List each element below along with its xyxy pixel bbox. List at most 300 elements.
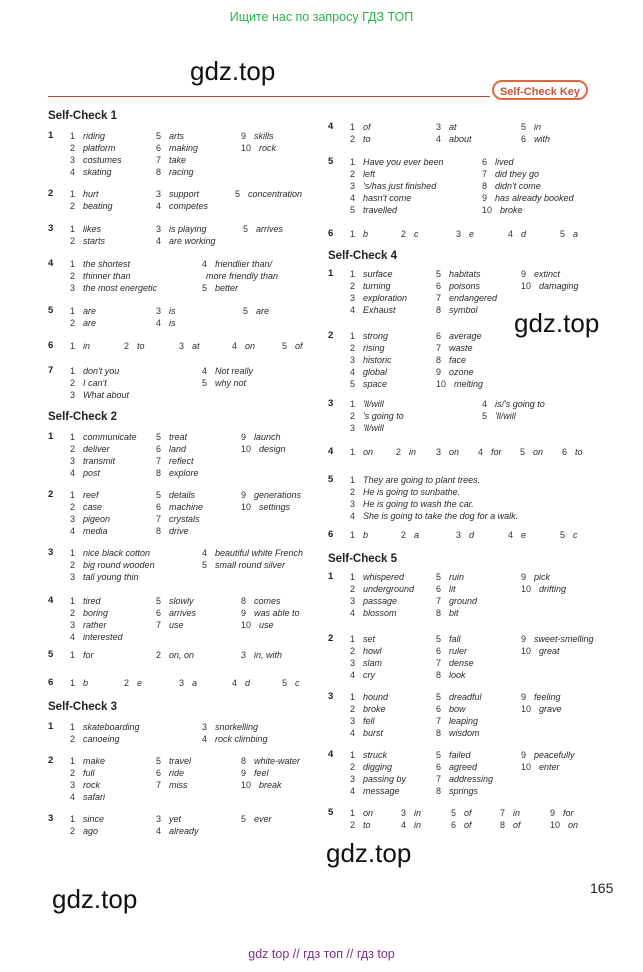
answer-item <box>202 377 246 389</box>
answer-item <box>70 733 120 745</box>
item-number: 8 <box>436 786 442 796</box>
item-answer: has already booked <box>495 193 574 203</box>
item-number: 4 <box>70 468 76 478</box>
answer-item <box>70 767 95 779</box>
item-answer: to <box>363 134 371 144</box>
item-answer: What about <box>83 390 130 400</box>
item-answer: dense <box>449 658 474 668</box>
exercise-number: 3 <box>328 398 334 409</box>
item-number: 7 <box>436 596 442 606</box>
answer-item <box>436 785 478 797</box>
item-number: 8 <box>156 468 162 478</box>
exercise-number: 2 <box>48 489 54 500</box>
item-answer: failed <box>449 750 471 760</box>
item-answer: crystals <box>169 514 200 524</box>
answer-item <box>235 188 302 200</box>
item-answer: space <box>363 379 388 389</box>
item-number: 2 <box>70 201 76 211</box>
item-answer: competes <box>169 201 209 211</box>
item-number: 2 <box>350 411 356 421</box>
item-number: 4 <box>70 167 76 177</box>
item-number: 5 <box>350 379 356 389</box>
item-answer: b <box>363 530 369 540</box>
item-number: 1 <box>350 808 356 818</box>
answer-item <box>156 513 200 525</box>
item-answer: c <box>414 229 419 239</box>
answer-item <box>70 467 100 479</box>
item-answer: blossom <box>363 608 397 618</box>
answer-item <box>70 547 150 559</box>
item-answer: struck <box>363 750 388 760</box>
item-answer: on <box>363 808 374 818</box>
answer-item <box>436 121 457 133</box>
item-answer: global <box>363 367 388 377</box>
answer-item <box>70 779 100 791</box>
item-number: 3 <box>179 678 185 688</box>
answer-item <box>401 807 421 819</box>
exercise-number: 4 <box>328 446 334 457</box>
item-number: 1 <box>350 692 356 702</box>
item-answer: of <box>464 808 472 818</box>
item-number: 3 <box>241 650 247 660</box>
answer-item <box>350 749 387 761</box>
answer-item <box>350 633 375 645</box>
answer-item <box>156 223 207 235</box>
item-number: 1 <box>350 530 356 540</box>
answer-item <box>350 595 397 607</box>
item-number: 1 <box>70 596 76 606</box>
answer-item <box>243 305 269 317</box>
answer-item <box>350 571 404 583</box>
item-answer: interested <box>83 632 123 642</box>
answer-item <box>124 340 145 352</box>
item-answer: skating <box>83 167 112 177</box>
item-answer: set <box>363 634 376 644</box>
item-number: 7 <box>436 658 442 668</box>
item-number: 5 <box>482 411 488 421</box>
item-answer: case <box>83 502 103 512</box>
item-number: 4 <box>202 366 208 376</box>
item-number: 2 <box>156 650 162 660</box>
answer-item <box>350 366 387 378</box>
item-answer: platform <box>83 143 116 153</box>
item-answer: ruler <box>449 646 468 656</box>
exercise-number: 5 <box>48 649 54 660</box>
item-number: 5 <box>202 283 208 293</box>
item-number: 2 <box>401 530 407 540</box>
item-number: 1 <box>350 269 356 279</box>
item-number: 5 <box>156 432 162 442</box>
item-answer: are <box>83 306 97 316</box>
answer-item <box>500 807 520 819</box>
item-number: 4 <box>156 201 162 211</box>
item-answer: explore <box>169 468 199 478</box>
watermark: gdz.top <box>52 884 138 914</box>
exercise-number: 6 <box>328 529 334 540</box>
item-number: 5 <box>436 750 442 760</box>
item-answer: e <box>469 229 475 239</box>
item-number: 2 <box>124 678 130 688</box>
answer-item <box>478 446 502 458</box>
item-number: 6 <box>482 157 488 167</box>
item-answer: a <box>573 229 579 239</box>
answer-item <box>350 228 368 240</box>
item-number: 9 <box>550 808 556 818</box>
item-answer: arts <box>169 131 185 141</box>
item-answer: cry <box>363 670 376 680</box>
answer-item <box>350 607 397 619</box>
item-answer: small round silver <box>215 560 286 570</box>
item-number: 6 <box>436 646 442 656</box>
item-answer: costumes <box>83 155 122 165</box>
item-answer: to <box>575 447 583 457</box>
answer-item <box>350 180 436 192</box>
item-answer: hasn't come <box>363 193 412 203</box>
item-number: 8 <box>500 820 506 830</box>
item-number: 10 <box>521 646 532 656</box>
answer-item <box>70 791 105 803</box>
item-answer: pick <box>534 572 551 582</box>
item-number: 9 <box>521 692 527 702</box>
item-answer: e <box>137 678 143 688</box>
answer-item <box>436 280 480 292</box>
answer-item <box>70 365 119 377</box>
item-number: 10 <box>241 780 252 790</box>
answer-item <box>436 304 478 316</box>
answer-item <box>70 513 110 525</box>
item-number: 1 <box>350 157 356 167</box>
answer-item <box>241 649 282 661</box>
item-number: 8 <box>156 167 162 177</box>
item-number: 3 <box>350 716 356 726</box>
item-answer: Exhaust <box>363 305 396 315</box>
item-answer: is playing <box>169 224 207 234</box>
item-number: 3 <box>350 293 356 303</box>
item-number: 9 <box>521 269 527 279</box>
answer-item <box>202 559 285 571</box>
item-number: 1 <box>350 229 356 239</box>
item-number: 2 <box>350 762 356 772</box>
item-number: 10 <box>436 379 447 389</box>
answer-item <box>156 525 189 537</box>
item-number: 1 <box>70 432 76 442</box>
answer-item <box>156 443 186 455</box>
answer-item <box>508 529 526 541</box>
answer-item <box>70 166 112 178</box>
answer-item <box>436 354 466 366</box>
item-number: 6 <box>451 820 457 830</box>
section-heading: Self-Check 2 <box>48 411 118 423</box>
item-answer: ever <box>254 814 272 824</box>
item-answer: c <box>295 678 300 688</box>
item-answer: ozone <box>449 367 474 377</box>
item-number: 9 <box>521 750 527 760</box>
item-number: 1 <box>70 306 76 316</box>
answer-item <box>562 446 583 458</box>
item-number: 4 <box>232 678 238 688</box>
answer-item <box>70 525 108 537</box>
answer-item <box>436 583 456 595</box>
answer-item <box>70 340 90 352</box>
answer-item <box>241 443 286 455</box>
answer-item <box>350 761 392 773</box>
item-answer: in <box>409 447 417 457</box>
item-number: 10 <box>241 620 252 630</box>
answer-item <box>350 156 444 168</box>
item-number: 10 <box>521 762 532 772</box>
item-answer: exploration <box>363 293 408 303</box>
item-answer: slowly <box>169 596 194 606</box>
item-answer: ruin <box>449 572 465 582</box>
item-number: 1 <box>70 650 76 660</box>
item-answer: on <box>449 447 460 457</box>
exercise-number: 1 <box>48 721 54 732</box>
answer-item <box>436 330 482 342</box>
answer-item <box>350 446 373 458</box>
answer-item <box>156 154 186 166</box>
item-answer: in <box>83 341 91 351</box>
item-answer: hound <box>363 692 389 702</box>
item-answer: racing <box>169 167 194 177</box>
item-number: 7 <box>156 780 162 790</box>
item-number: 7 <box>500 808 506 818</box>
watermark: gdz.top <box>514 308 600 338</box>
item-answer: post <box>83 468 101 478</box>
item-answer: endangered <box>449 293 498 303</box>
item-answer: break <box>259 780 282 790</box>
item-number: 6 <box>156 143 162 153</box>
answer-item <box>241 755 300 767</box>
item-answer: a <box>192 678 198 688</box>
item-answer: didn't come <box>495 181 541 191</box>
item-answer: a <box>414 530 420 540</box>
item-answer: look <box>449 670 466 680</box>
item-number: 4 <box>70 632 76 642</box>
item-number: 9 <box>436 367 442 377</box>
answer-item <box>156 501 203 513</box>
item-number: 4 <box>232 341 238 351</box>
item-number: 3 <box>202 722 208 732</box>
item-number: 2 <box>70 271 76 281</box>
item-answer: leaping <box>449 716 479 726</box>
answer-item <box>521 583 566 595</box>
item-number: 1 <box>350 399 356 409</box>
item-number: 1 <box>350 750 356 760</box>
item-number: 3 <box>350 774 356 784</box>
answer-item <box>436 727 480 739</box>
item-answer: 's/has just finished <box>363 181 437 191</box>
item-answer: boring <box>83 608 109 618</box>
item-answer: rock climbing <box>215 734 268 744</box>
item-number: 4 <box>350 305 356 315</box>
answer-item <box>436 669 466 681</box>
item-number: 2 <box>350 134 356 144</box>
item-answer: design <box>259 444 286 454</box>
item-answer: comes <box>254 596 281 606</box>
answer-item <box>436 133 472 145</box>
item-answer: d <box>521 229 527 239</box>
answer-item <box>70 223 101 235</box>
answer-item <box>156 595 194 607</box>
answer-item <box>521 133 550 145</box>
answer-item <box>456 529 474 541</box>
answer-item <box>521 571 550 583</box>
answer-item <box>350 657 382 669</box>
item-number: 6 <box>436 281 442 291</box>
answer-item <box>156 317 176 329</box>
item-answer: digging <box>363 762 393 772</box>
answer-item <box>241 130 274 142</box>
answer-item <box>282 677 300 689</box>
top-search-banner[interactable]: Ищите нас по запросу ГДЗ ТОП <box>229 10 414 24</box>
item-number: 3 <box>350 499 356 509</box>
answer-item <box>241 779 282 791</box>
item-answer: is <box>169 306 176 316</box>
item-number: 7 <box>156 620 162 630</box>
answer-item <box>156 188 199 200</box>
item-number: 3 <box>350 355 356 365</box>
item-answer: turning <box>363 281 391 291</box>
item-number: 6 <box>156 502 162 512</box>
answer-item <box>436 703 466 715</box>
item-answer: take <box>169 155 187 165</box>
answer-item <box>436 366 474 378</box>
item-number: 5 <box>156 756 162 766</box>
item-answer: miss <box>169 780 188 790</box>
answer-item <box>436 645 467 657</box>
answer-item <box>350 330 388 342</box>
answer-item <box>156 779 188 791</box>
item-number: 8 <box>241 756 247 766</box>
answer-item <box>70 431 137 443</box>
answer-item <box>482 180 541 192</box>
section-heading: Self-Check 4 <box>328 250 398 262</box>
exercise-number: 3 <box>48 547 54 558</box>
exercise-number: 5 <box>48 305 54 316</box>
answer-item <box>70 489 99 501</box>
item-answer: reef <box>83 490 99 500</box>
answer-item <box>202 547 303 559</box>
answer-item <box>350 268 393 280</box>
item-answer: extinct <box>534 269 561 279</box>
item-answer: habitats <box>449 269 481 279</box>
answer-item <box>70 455 115 467</box>
item-answer: make <box>83 756 106 766</box>
answer-item <box>156 467 199 479</box>
item-number: 3 <box>456 229 462 239</box>
item-answer: ago <box>83 826 99 836</box>
answer-item <box>436 446 459 458</box>
item-number: 3 <box>350 423 356 433</box>
item-answer: to <box>363 820 371 830</box>
answer-item <box>70 389 129 401</box>
exercise-number: 3 <box>48 813 54 824</box>
answer-item <box>350 691 388 703</box>
answer-item <box>350 669 375 681</box>
item-answer: Not really <box>215 366 254 376</box>
item-number: 7 <box>436 293 442 303</box>
item-number: 1 <box>70 490 76 500</box>
answer-item <box>70 649 94 661</box>
answer-item <box>70 619 107 631</box>
answer-item <box>350 715 375 727</box>
item-answer: ride <box>169 768 185 778</box>
item-answer: more friendly than <box>206 271 279 281</box>
answer-item <box>350 292 407 304</box>
item-answer: treat <box>169 432 188 442</box>
answer-item <box>156 489 195 501</box>
item-number: 1 <box>70 756 76 766</box>
item-number: 6 <box>436 762 442 772</box>
item-number: 2 <box>70 318 76 328</box>
exercise-number: 1 <box>328 571 334 582</box>
item-answer: They are going to plant trees. <box>363 475 481 485</box>
answer-item <box>202 721 258 733</box>
answer-item <box>508 228 526 240</box>
answer-item <box>350 510 518 522</box>
answer-item <box>156 649 194 661</box>
item-answer: agreed <box>449 762 478 772</box>
item-number: 3 <box>156 814 162 824</box>
item-number: 3 <box>179 341 185 351</box>
item-number: 1 <box>350 122 356 132</box>
item-number: 4 <box>156 826 162 836</box>
item-answer: details <box>169 490 196 500</box>
answer-item <box>241 607 300 619</box>
answer-item <box>70 595 101 607</box>
answer-item <box>179 340 200 352</box>
answer-item <box>70 607 108 619</box>
answer-item <box>70 270 131 282</box>
item-number: 10 <box>482 205 493 215</box>
item-answer: on <box>363 447 374 457</box>
item-number: 4 <box>350 670 356 680</box>
item-answer: snorkelling <box>215 722 259 732</box>
answer-item <box>436 292 497 304</box>
answer-item <box>70 501 102 513</box>
item-number: 9 <box>241 432 247 442</box>
answer-item <box>156 235 216 247</box>
item-answer: support <box>169 189 200 199</box>
exercise-number: 6 <box>48 340 54 351</box>
answer-item <box>350 121 371 133</box>
item-number: 3 <box>436 447 442 457</box>
item-number: 6 <box>436 704 442 714</box>
item-number: 3 <box>156 189 162 199</box>
item-answer: since <box>83 814 105 824</box>
item-answer: friendlier than/ <box>215 259 273 269</box>
item-number: 2 <box>70 608 76 618</box>
item-number: 2 <box>70 444 76 454</box>
item-answer: canoeing <box>83 734 120 744</box>
item-number: 10 <box>521 281 532 291</box>
answer-item <box>436 657 474 669</box>
item-answer: tall young thin <box>83 572 139 582</box>
item-answer: in <box>414 808 422 818</box>
item-number: 4 <box>508 530 514 540</box>
item-answer: surface <box>363 269 393 279</box>
answer-item <box>282 340 303 352</box>
bottom-links-banner[interactable]: gdz top // гдз топ // гдз top <box>248 947 395 961</box>
answer-item <box>70 813 104 825</box>
item-answer: for <box>563 808 574 818</box>
item-number: 5 <box>560 530 566 540</box>
item-number: 8 <box>241 596 247 606</box>
item-number: 8 <box>436 670 442 680</box>
item-number: 2 <box>70 502 76 512</box>
item-answer: damaging <box>539 281 579 291</box>
section-heading: Self-Check 5 <box>328 553 398 565</box>
